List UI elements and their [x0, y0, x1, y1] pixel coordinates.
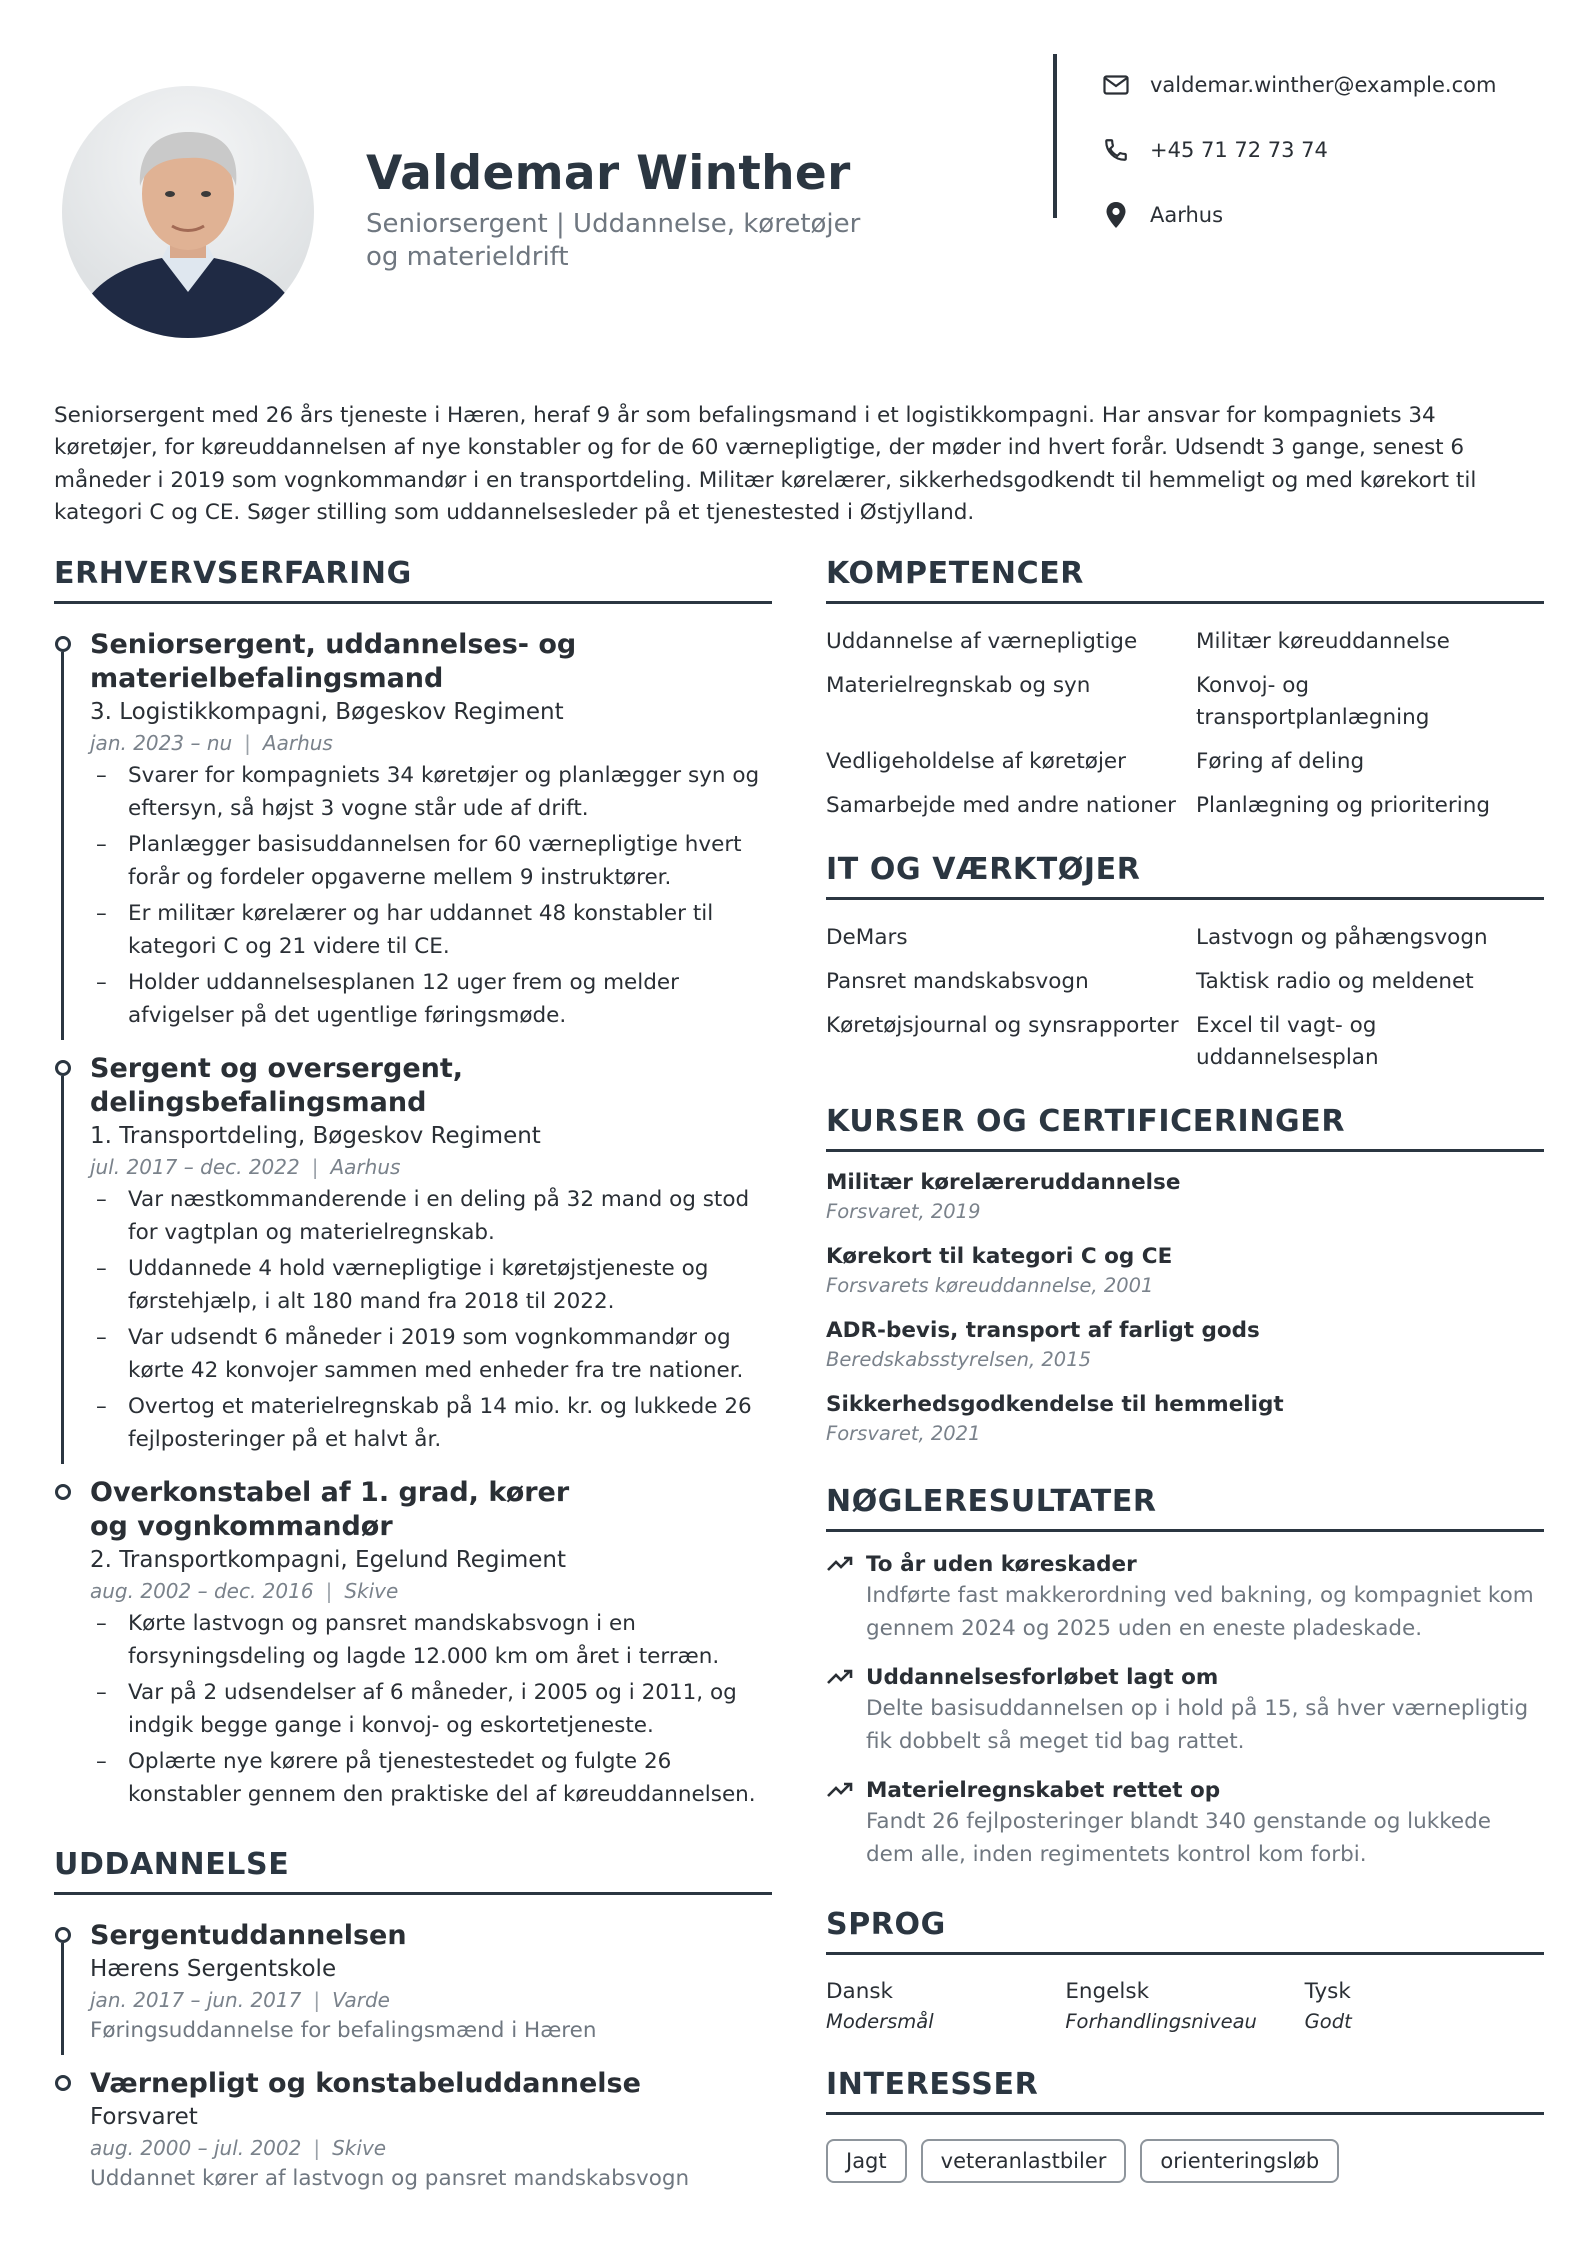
it-grid	[826, 922, 1544, 1074]
job-bullet: – Oplærte nye kørere på tjenestestedet og fulgte 26 konstabler gennem den praktiske del af køreuddannelsen.	[90, 1746, 772, 1811]
skill-item: Uddannelse af værnepligtige	[826, 629, 1138, 654]
contact-list	[1102, 52, 1496, 247]
location-icon	[1102, 201, 1130, 229]
education-period: aug. 2000 – jul. 2002	[90, 2136, 302, 2160]
course-item	[826, 1168, 1544, 1226]
phone-icon	[1102, 136, 1130, 164]
section-title-results: NØGLERESULTATER	[826, 1484, 1544, 1532]
interest-tag: Jagt	[826, 2139, 907, 2183]
job-bullet: – Holder uddannelsesplanen 12 uger frem og melder afvigelser på det ugentlige føringsmøde.	[90, 967, 772, 1032]
education-title: Værnepligt og konstabeluddannelse	[90, 2068, 641, 2099]
job-title	[90, 1476, 772, 1544]
language-level: Forhandlingsniveau	[1065, 2010, 1257, 2033]
job-bullet: – Var næstkommanderende i en deling på 32 mand og stod for vagtplan og materielregnskab.	[90, 1184, 772, 1249]
job-title-line: Overkonstabel af 1. grad, kører	[90, 1477, 570, 1508]
language-name: Dansk	[826, 1979, 894, 2004]
skill-item: Vedligeholdelse af køretøjer	[826, 749, 1127, 774]
result-title: Uddannelsesforløbet lagt om	[866, 1665, 1219, 1690]
section-title-education: UDDANNELSE	[54, 1847, 772, 1895]
experience-item	[54, 628, 772, 1032]
job-bullets	[90, 1608, 772, 1811]
job-period: jan. 2023 – nu	[90, 731, 233, 755]
section-title-skills: KOMPETENCER	[826, 556, 1544, 604]
job-bullet: – Planlægger basisuddannelsen for 60 værnepligtige hvert forår og fordeler opgaverne mellem 9 instruktører.	[90, 829, 772, 894]
timeline-dot	[55, 636, 71, 652]
contact-location	[1102, 182, 1496, 247]
right-column	[826, 556, 1544, 2183]
job-bullets	[90, 760, 772, 1032]
course-item	[826, 1242, 1544, 1300]
contact-location-text: Aarhus	[1150, 202, 1224, 227]
job-location: Aarhus	[262, 731, 333, 755]
education-desc: Føringsuddannelse for befalingsmænd i Hæren	[90, 2018, 597, 2043]
education-org: Forsvaret	[90, 2104, 198, 2130]
result-item	[826, 1550, 1544, 1645]
education-item	[54, 1919, 772, 2047]
job-bullet: – Kørte lastvogn og pansret mandskabsvogn i en forsyningsdeling og lagde 12.000 km om året i terræn.	[90, 1608, 772, 1673]
trend-up-icon	[826, 1780, 854, 1802]
skill-item: Samarbejde med andre nationer	[826, 793, 1176, 818]
course-title: Kørekort til kategori C og CE	[826, 1244, 1173, 1269]
timeline-line	[61, 652, 64, 1040]
course-list	[826, 1168, 1544, 1448]
job-organization: 3. Logistikkompagni, Bøgeskov Regiment	[90, 699, 564, 725]
job-title-line: materielbefalingsmand	[90, 663, 444, 694]
experience-item	[54, 1476, 772, 1811]
job-organization: 1. Transportdeling, Bøgeskov Regiment	[90, 1123, 541, 1149]
interest-tags	[826, 2139, 1544, 2183]
result-desc: Delte basisuddannelsen op i hold på 15, så hver værnepligtig fik dobbelt så meget tid bag rattet.	[866, 1696, 1529, 1754]
job-title	[90, 628, 772, 696]
section-title-interests: INTERESSER	[826, 2067, 1544, 2115]
job-meta: aug. 2002 – dec. 2016 | Skive	[90, 1579, 399, 1603]
education-meta: aug. 2000 – jul. 2002 | Skive	[90, 2136, 387, 2160]
skill-item: Konvoj- og transportplanlægning	[1196, 673, 1430, 730]
job-bullet: – Svarer for kompagniets 34 køretøjer og planlægger syn og eftersyn, så højst 3 vogne står ude af drift.	[90, 760, 772, 825]
timeline-dot	[55, 2075, 71, 2091]
it-item: DeMars	[826, 925, 908, 950]
trend-up-icon	[826, 1667, 854, 1689]
it-item: Køretøjsjournal og synsrapporter	[826, 1013, 1179, 1038]
timeline-dot	[55, 1927, 71, 1943]
education-desc: Uddannet kører af lastvogn og pansret mandskabsvogn	[90, 2166, 690, 2191]
job-location: Aarhus	[330, 1155, 401, 1179]
portrait-image	[62, 86, 314, 338]
profile-photo	[62, 86, 314, 338]
mail-icon	[1102, 71, 1130, 99]
education-location: Varde	[332, 1988, 390, 2012]
skill-item: Føring af deling	[1196, 749, 1365, 774]
it-item: Pansret mandskabsvogn	[826, 969, 1089, 994]
language-name: Engelsk	[1065, 1979, 1150, 2004]
language-level: Modersmål	[826, 2010, 934, 2033]
education-title: Sergentuddannelsen	[90, 1920, 407, 1951]
skill-item: Materielregnskab og syn	[826, 673, 1091, 698]
job-title-line: Seniorsergent, uddannelses- og	[90, 629, 577, 660]
timeline-line	[61, 1943, 64, 2055]
subtitle-line: og materieldrift	[366, 242, 569, 272]
course-title: Sikkerhedsgodkendelse til hemmeligt	[826, 1392, 1284, 1417]
section-title-it: IT OG VÆRKTØJER	[826, 852, 1544, 900]
timeline-dot	[55, 1484, 71, 1500]
course-sub: Forsvaret, 2019	[826, 1200, 981, 1223]
section-title-languages: SPROG	[826, 1907, 1544, 1955]
education-org: Hærens Sergentskole	[90, 1956, 337, 1982]
course-sub: Forsvaret, 2021	[826, 1422, 981, 1445]
education-meta: jan. 2017 – jun. 2017 | Varde	[90, 1988, 390, 2012]
education-period: jan. 2017 – jun. 2017	[90, 1988, 302, 2012]
language-name: Tysk	[1304, 1979, 1351, 2004]
contact-phone-text: +45 71 72 73 74	[1150, 137, 1328, 162]
job-title: Sergent og oversergent, delingsbefalingsmand	[90, 1053, 464, 1118]
trend-up-icon	[826, 1554, 854, 1576]
course-item	[826, 1390, 1544, 1448]
education-item	[54, 2067, 772, 2195]
job-bullets	[90, 1184, 772, 1456]
skills-grid	[826, 626, 1544, 822]
language-list	[826, 1977, 1544, 2037]
course-sub: Beredskabsstyrelsen, 2015	[826, 1348, 1092, 1371]
language-level: Godt	[1304, 2010, 1352, 2033]
result-desc: Indførte fast makkerordning ved bakning, og kompagniet kom gennem 2024 og 2025 uden en eneste pladeskade.	[866, 1583, 1534, 1641]
candidate-subtitle	[366, 208, 886, 274]
course-item	[826, 1316, 1544, 1374]
education-timeline	[54, 1919, 772, 2195]
subtitle-line: Seniorsergent | Uddannelse, køretøjer	[366, 209, 861, 239]
job-bullet: – Er militær kørelærer og har uddannet 48 konstabler til kategori C og 21 videre til CE.	[90, 898, 772, 963]
experience-item	[54, 1052, 772, 1456]
skill-item: Militær køreuddannelse	[1196, 629, 1450, 654]
it-item: Excel til vagt- og uddannelsesplan	[1196, 1013, 1379, 1070]
it-item: Lastvogn og påhængsvogn	[1196, 925, 1488, 950]
result-title: Materielregnskabet rettet op	[866, 1778, 1221, 1803]
job-meta: jul. 2017 – dec. 2022 | Aarhus	[90, 1155, 401, 1179]
skill-item: Planlægning og prioritering	[1196, 793, 1490, 818]
language-item	[826, 1977, 1065, 2037]
job-organization: 2. Transportkompagni, Egelund Regiment	[90, 1547, 567, 1573]
result-item	[826, 1663, 1544, 1758]
job-period: jul. 2017 – dec. 2022	[90, 1155, 300, 1179]
course-sub: Forsvarets køreuddannelse, 2001	[826, 1274, 1154, 1297]
course-title: Militær kørelæreruddannelse	[826, 1170, 1181, 1195]
course-title: ADR-bevis, transport af farligt gods	[826, 1318, 1260, 1343]
result-desc: Fandt 26 fejlposteringer blandt 340 genstande og lukkede dem alle, inden regimentets kontrol kom forbi.	[866, 1809, 1492, 1867]
section-title-courses: KURSER OG CERTIFICERINGER	[826, 1104, 1544, 1152]
timeline-line	[61, 1076, 64, 1464]
language-item	[1305, 1977, 1544, 2037]
timeline-dot	[55, 1060, 71, 1076]
contact-phone[interactable]	[1102, 117, 1496, 182]
job-period: aug. 2002 – dec. 2016	[90, 1579, 314, 1603]
interest-tag: veteranlastbiler	[921, 2139, 1127, 2183]
job-meta: jan. 2023 – nu | Aarhus	[90, 731, 333, 755]
job-bullet: – Var på 2 udsendelser af 6 måneder, i 2005 og i 2011, og indgik begge gange i konvoj- og eskortetjeneste.	[90, 1677, 772, 1742]
candidate-name: Valdemar Winther	[366, 146, 851, 201]
it-item: Taktisk radio og meldenet	[1196, 969, 1474, 994]
job-location: Skive	[344, 1579, 399, 1603]
results-list	[826, 1550, 1544, 1871]
job-bullet: – Uddannede 4 hold værnepligtige i køretøjstjeneste og førstehjælp, i alt 180 mand fra 2018 til 2022.	[90, 1253, 772, 1318]
job-bullet: – Overtog et materielregnskab på 14 mio. kr. og lukkede 26 fejlposteringer på et halvt år.	[90, 1391, 772, 1456]
job-bullet: – Var udsendt 6 måneder i 2019 som vognkommandør og kørte 42 konvojer sammen med enheder fra tre nationer.	[90, 1322, 772, 1387]
result-item	[826, 1776, 1544, 1871]
contact-email-text: valdemar.winther@example.com	[1150, 72, 1497, 97]
job-title-line: og vognkommandør	[90, 1511, 393, 1542]
language-item	[1065, 1977, 1304, 2037]
left-column	[54, 556, 772, 2195]
experience-timeline	[54, 628, 772, 1811]
profile-summary: Seniorsergent med 26 års tjeneste i Hæren, heraf 9 år som befalingsmand i et logistikkompagni. Har ansvar for kompagniets 34 køretøjer, for køreuddannelsen af nye konstabler og for de 60 værnepligtige, der møder ind hvert forår. Udsendt 3 gange, senest 6 måneder i 2019 som vognkommandør i en transportdeling. Militær kørelærer, sikkerhedsgodkendt til hemmeligt og med kørekort til kategori C og CE. Søger stilling som uddannelsesleder på et tjenestested i Østjylland.	[54, 402, 1477, 525]
section-title-experience: ERHVERVSERFARING	[54, 556, 772, 604]
contact-email[interactable]	[1102, 52, 1496, 117]
education-location: Skive	[332, 2136, 387, 2160]
interest-tag: orienteringsløb	[1140, 2139, 1339, 2183]
result-title: To år uden køreskader	[866, 1552, 1137, 1577]
header-divider	[1053, 54, 1057, 218]
